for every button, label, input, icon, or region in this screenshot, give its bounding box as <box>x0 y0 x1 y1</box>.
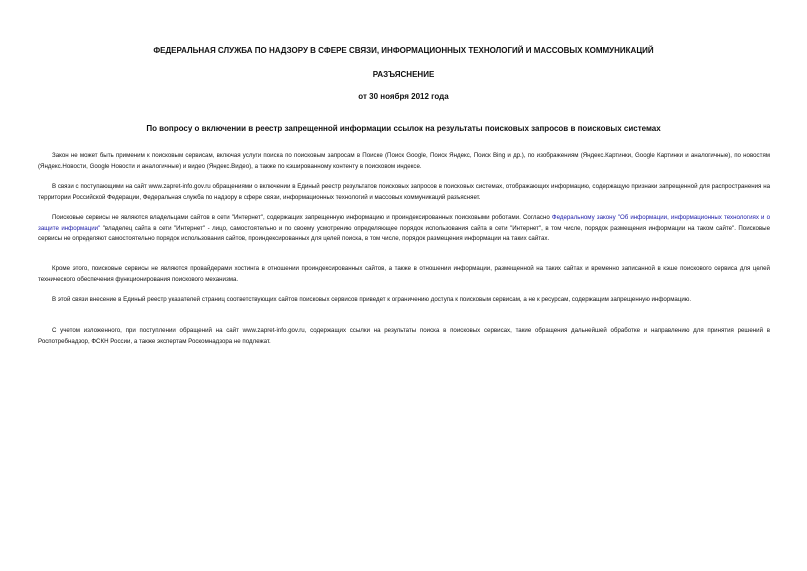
paragraph-4: Кроме этого, поисковые сервисы не являются провайдерами хостинга в отношении проиндексированных сайтов, а также в отношении информации, размещенной на таких сайтах и временно записанной в кэше поискового сервиса для целей технического обеспечения функционирования поискового механизма. <box>38 265 770 283</box>
paragraph-3-text-after: "владелец сайта в сети "Интернет" - лицо, самостоятельно и по своему усмотрению определяющее порядок использования сайта в сети "Интернет", в том числе, порядок размещения информации на таком сайте". Поисковые сервисы не определяют самостоятельно порядок использования сайтов, проиндексированных для целей поиска, в том числе, порядок размещения информации на таких сайтах. <box>38 224 770 242</box>
document-type-heading: РАЗЪЯСНЕНИЕ <box>372 70 435 79</box>
paragraph-1: Закон не может быть применим к поисковым сервисам, включая услуги поиска по поисковым запросам в Поиске (Поиск Google, Поиск Яндекс, Поиск Bing и др.), по изображениям (Яндекс.Картинки, Google Картинки и аналогичные), по новостям (Яндекс.Новости, Google Новости и аналогичные) и видео (Яндекс.Видео), а также по кэшированному контенту в поисковом индексе. <box>38 152 770 170</box>
federal-law-link[interactable]: Федеральному закону "Об информации, информационных технологиях и о защите информации" <box>38 214 770 232</box>
paragraph-3 <box>38 213 770 245</box>
agency-heading: ФЕДЕРАЛЬНАЯ СЛУЖБА ПО НАДЗОРУ В СФЕРЕ СВЯЗИ, ИНФОРМАЦИОННЫХ ТЕХНОЛОГИЙ И МАССОВЫХ КОММУНИКАЦИЙ <box>153 46 654 55</box>
paragraph-5: В этой связи внесение в Единый реестр указателей страниц соответствующих сайтов поисковых сервисов приведет к ограничению доступа к поисковым сервисам, а не к ресурсам, содержащим запрещенную информацию. <box>52 296 692 303</box>
paragraph-3-text-before: Поисковые сервисы не являются владельцами сайтов в сети "Интернет", содержащих запрещенную информацию и проиндексированных поисковыми роботами. Согласно <box>52 214 552 221</box>
document-subject: По вопросу о включении в реестр запрещенной информации ссылок на результаты поисковых запросов в поисковых системах <box>146 124 661 133</box>
document-date: от 30 ноября 2012 года <box>358 92 449 101</box>
paragraph-2: В связи с поступающими на сайт www.zapret-info.gov.ru обращениями о включении в Единый реестр результатов поисковых запросов в поисковых системах, отображающих информацию, содержащую признаки запрещенной для распространения на территории Российской Федерации, Федеральная служба по надзору в сфере связи, информационных технологий и массовых коммуникаций разъясняет. <box>38 183 770 201</box>
paragraph-6: С учетом изложенного, при поступлении обращений на сайт www.zapret-info.gov.ru, содержащих ссылки на результаты поиска в поисковых сервисах, такие обращения дальнейшей обработке и направлению для принятия решений в Роспотребнадзор, ФСКН России, а также экспертам Роскомнадзора не подлежат. <box>38 327 770 345</box>
